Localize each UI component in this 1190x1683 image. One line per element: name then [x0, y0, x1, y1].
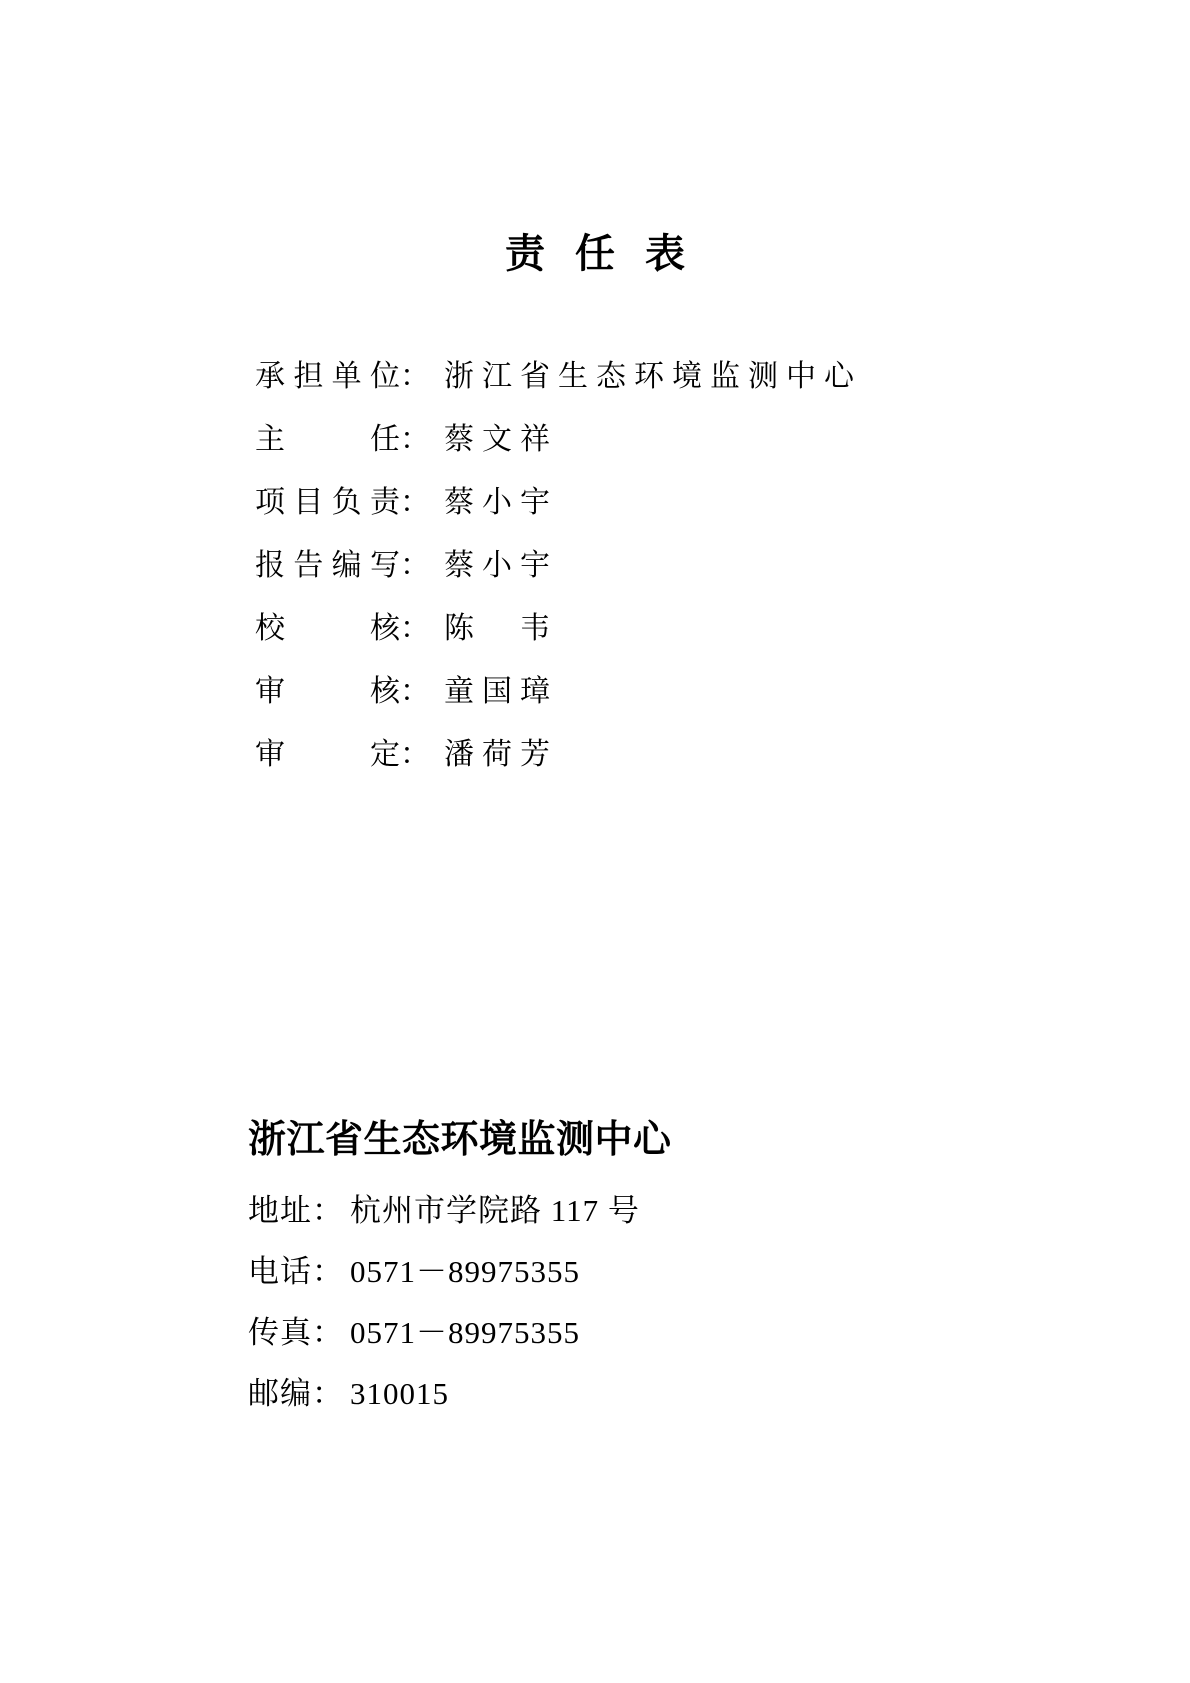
table-row	[255, 723, 862, 786]
responsibility-table	[255, 345, 862, 786]
row-colon: ：	[400, 738, 430, 771]
row-label: 项目负责	[255, 486, 400, 519]
contact-colon: ：	[312, 1254, 344, 1289]
row-value: 蔡小宇	[444, 486, 558, 519]
contact-label: 邮编	[248, 1376, 312, 1411]
contact-line-address	[248, 1180, 672, 1241]
contact-value: 0571－89975355	[350, 1315, 580, 1350]
row-value: 童国璋	[444, 675, 558, 708]
row-colon: ：	[400, 612, 430, 645]
contact-line-fax	[248, 1302, 672, 1363]
contact-value: 0571－89975355	[350, 1254, 580, 1289]
contact-value: 杭州市学院路 117 号	[350, 1193, 640, 1228]
page-title: 责 任 表	[505, 231, 695, 276]
table-row	[255, 471, 862, 534]
contact-value: 310015	[350, 1376, 449, 1411]
footer-contact-block	[248, 1118, 672, 1424]
table-row	[255, 408, 862, 471]
row-label: 审定	[255, 738, 400, 771]
row-colon: ：	[400, 360, 430, 393]
contact-colon: ：	[312, 1376, 344, 1411]
row-value: 陈 韦	[444, 612, 558, 645]
row-colon: ：	[400, 486, 430, 519]
table-row	[255, 660, 862, 723]
table-row	[255, 597, 862, 660]
contact-label: 传真	[248, 1315, 312, 1350]
row-label: 主任	[255, 423, 400, 456]
contact-line-phone	[248, 1241, 672, 1302]
contact-colon: ：	[312, 1193, 344, 1228]
row-value: 浙江省生态环境监测中心	[444, 360, 862, 393]
table-row	[255, 534, 862, 597]
row-label: 审核	[255, 675, 400, 708]
row-value: 蔡小宇	[444, 549, 558, 582]
row-colon: ：	[400, 549, 430, 582]
contact-label: 地址	[248, 1193, 312, 1228]
row-label: 承担单位	[255, 360, 400, 393]
row-label: 校核	[255, 612, 400, 645]
contact-label: 电话	[248, 1254, 312, 1289]
contact-colon: ：	[312, 1315, 344, 1350]
row-value: 潘荷芳	[444, 738, 558, 771]
row-value: 蔡文祥	[444, 423, 558, 456]
contact-line-postcode	[248, 1363, 672, 1424]
table-row	[255, 345, 862, 408]
row-label: 报告编写	[255, 549, 400, 582]
organization-name: 浙江省生态环境监测中心	[248, 1119, 672, 1161]
row-colon: ：	[400, 675, 430, 708]
row-colon: ：	[400, 423, 430, 456]
